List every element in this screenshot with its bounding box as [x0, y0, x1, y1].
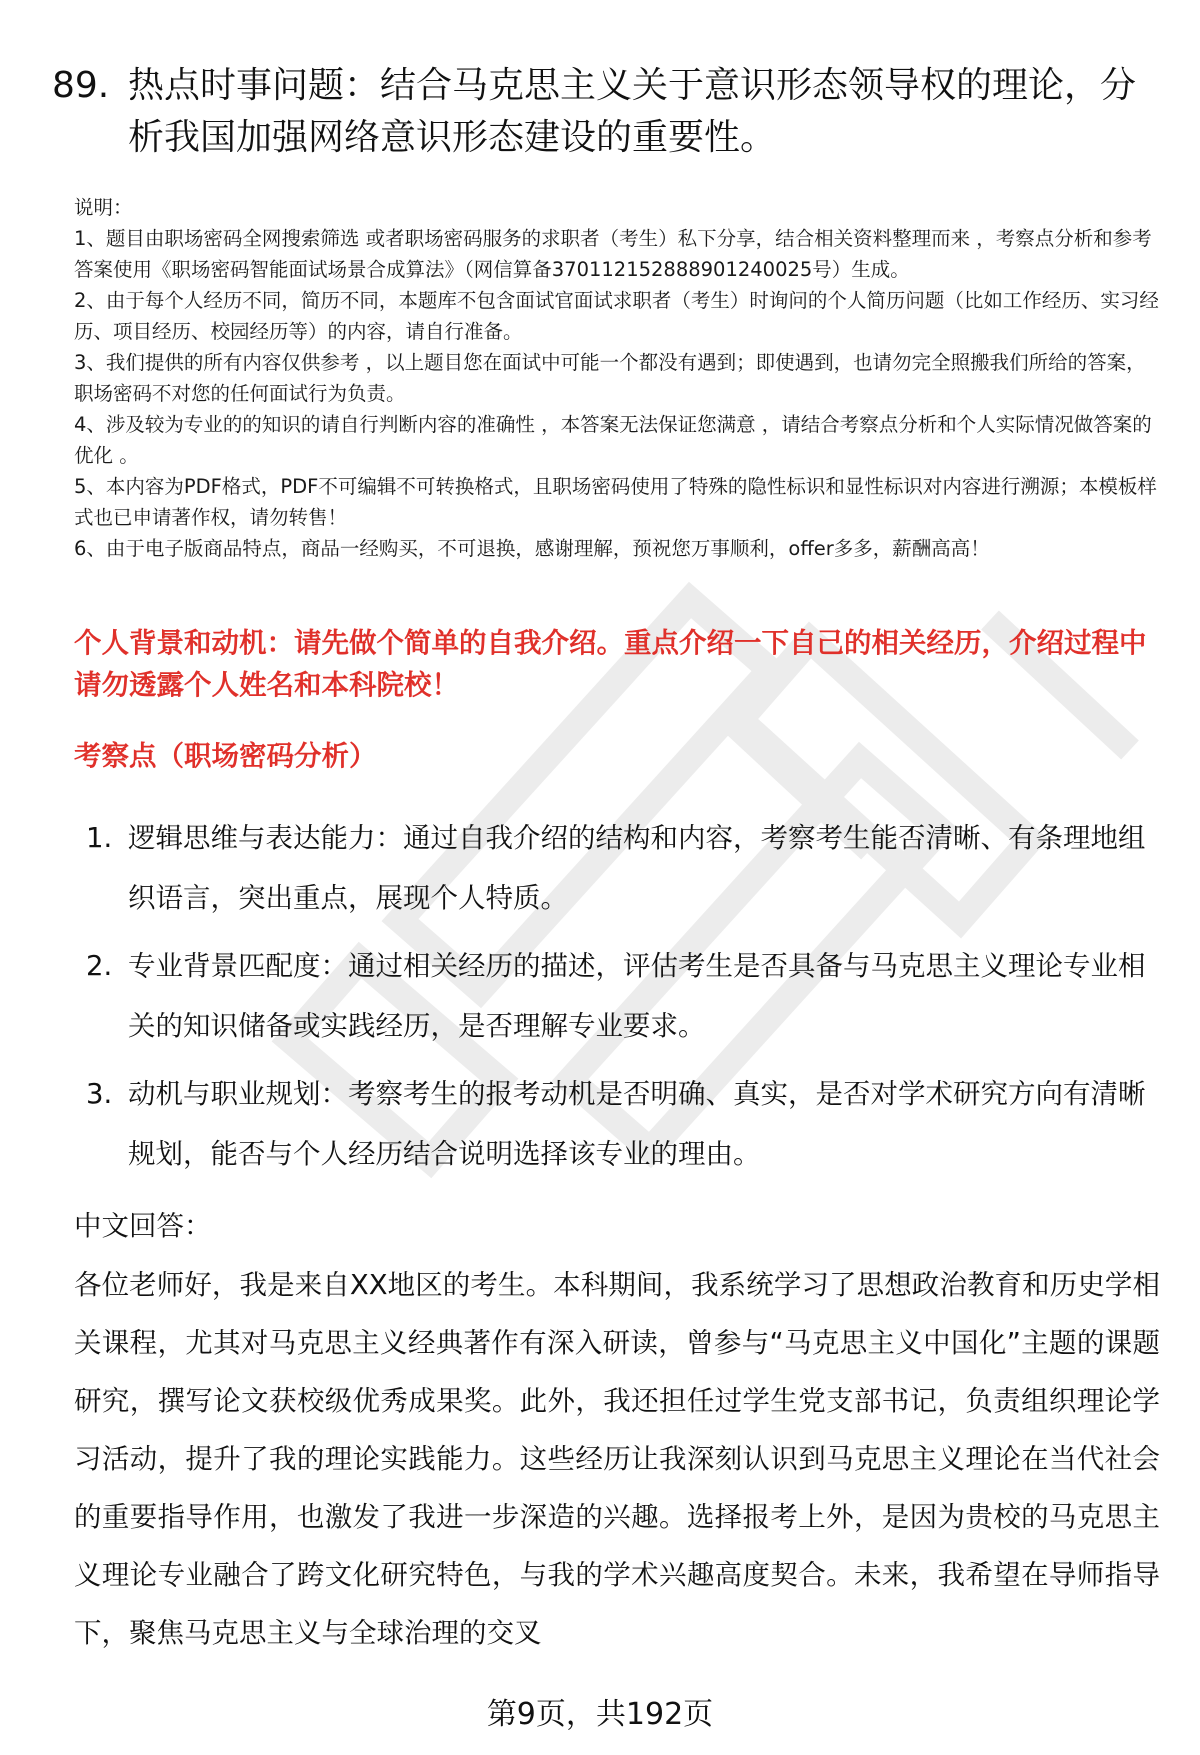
note-item: 5、本内容为PDF格式，PDF不可编辑不可转换格式，且职场密码使用了特殊的隐性标识和显性标识对内容进行溯源；本模板样式也已申请著作权，请勿转售！: [74, 475, 1157, 529]
note-item: 3、我们提供的所有内容仅供参考 ，以上题目您在面试中可能一个都没有遇到；即使遇到，也请勿完全照搬我们所给的答案，职场密码不对您的任何面试行为负责。: [74, 351, 1146, 405]
point-text: 动机与职业规划：考察考生的报考动机是否明确、真实，是否对学术研究方向有清晰规划，能否与个人经历结合说明选择该专业的理由。: [128, 1078, 1146, 1170]
note-item: 2、由于每个人经历不同，简历不同，本题库不包含面试官面试求职者（考生）时询问的个人简历问题（比如工作经历、实习经历、项目经历、校园经历等）的内容，请自行准备。: [74, 289, 1159, 343]
page-footer: 第9页，共192页: [486, 1697, 714, 1732]
question-title: [52, 60, 1162, 164]
point-number: 1.: [86, 822, 113, 854]
notes-heading: 说明：: [74, 196, 133, 219]
question-number: 89.: [52, 65, 110, 106]
analysis-heading: 考察点（职场密码分析）: [74, 740, 377, 772]
point-text: 专业背景匹配度：通过相关经历的描述，评估考生是否具备与马克思主义理论专业相关的知识储备或实践经历，是否理解专业要求。: [128, 950, 1146, 1042]
point-number: 3.: [86, 1078, 113, 1110]
answer-heading: 中文回答：: [74, 1210, 212, 1242]
background-prompt: 个人背景和动机：请先做个简单的自我介绍。重点介绍一下自己的相关经历，介绍过程中请勿透露个人姓名和本科院校！: [74, 627, 1147, 701]
analysis-point: [74, 1064, 1164, 1184]
analysis-point: [74, 936, 1164, 1056]
question-text: 热点时事问题：结合马克思主义关于意识形态领导权的理论，分析我国加强网络意识形态建设的重要性。: [128, 65, 1137, 158]
notes-section: [74, 192, 1164, 564]
answer-text: 各位老师好，我是来自XX地区的考生。本科期间，我系统学习了思想政治教育和历史学相关课程，尤其对马克思主义经典著作有深入研读，曾参与“马克思主义中国化”主题的课题研究，撰写论文获校级优秀成果奖。此外，我还担任过学生党支部书记，负责组织理论学习活动，提升了我的理论实践能力。这些经历让我深刻认识到马克思主义理论在当代社会的重要指导作用，也激发了我进一步深造的兴趣。选择报考上外，是因为贵校的马克思主义理论专业融合了跨文化研究特色，与我的学术兴趣高度契合。未来，我希望在导师指导下，聚焦马克思主义与全球治理的交叉: [74, 1269, 1160, 1649]
note-item: 4、涉及较为专业的的知识的请自行判断内容的准确性 ，本答案无法保证您满意 ，请结合考察点分析和个人实际情况做答案的优化 。: [74, 413, 1152, 467]
analysis-points: [74, 808, 1164, 1192]
note-item: 6、由于电子版商品特点，商品一经购买，不可退换，感谢理解，预祝您万事顺利，offer多多，薪酬高高！: [74, 537, 990, 560]
note-item: 1、题目由职场密码全网搜索筛选 或者职场密码服务的求职者（考生）私下分享，结合相关资料整理而来 ，考察点分析和参考答案使用《职场密码智能面试场景合成算法》（网信算备370112152888901240025号）生成。: [74, 227, 1152, 281]
point-text: 逻辑思维与表达能力：通过自我介绍的结构和内容，考察考生能否清晰、有条理地组织语言，突出重点，展现个人特质。: [128, 822, 1146, 914]
analysis-point: [74, 808, 1164, 928]
point-number: 2.: [86, 950, 113, 982]
